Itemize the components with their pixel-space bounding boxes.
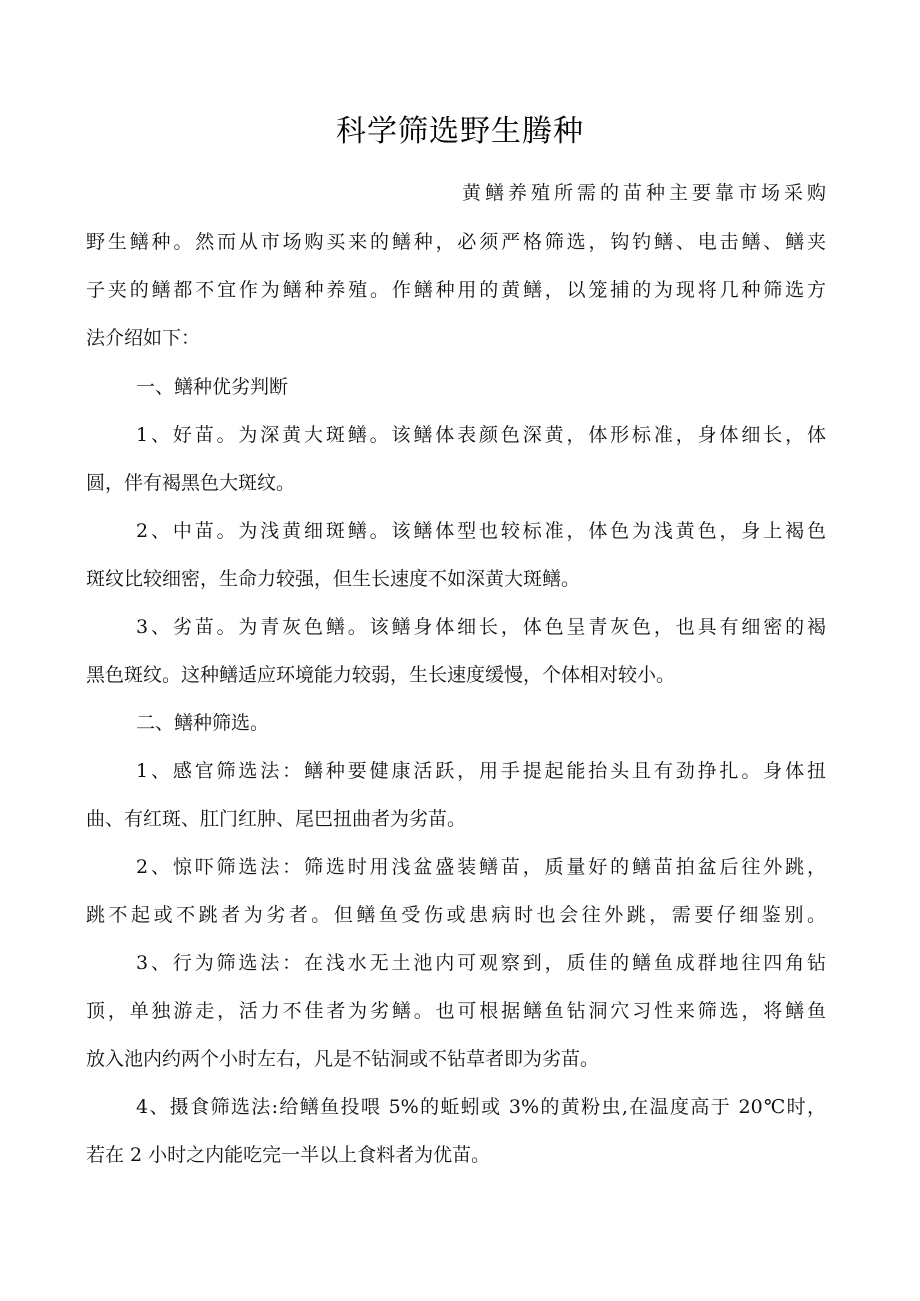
paragraph-line: 黄鳝养殖所需的苗种主要靠市场采购 bbox=[462, 182, 826, 204]
document-title: 科学筛选野生腾种 bbox=[336, 114, 584, 149]
paragraph-line: 1、好苗。为深黄大斑鳝。该鳝体表颜色深黄，体形标准，身体细长，体 bbox=[136, 424, 826, 446]
paragraph-line: 1、感官筛选法：鳝种要健康活跃，用手提起能抬头且有劲挣扎。身体扭 bbox=[136, 760, 826, 782]
paragraph-line: 2、惊吓筛选法：筛选时用浅盆盛装鳝苗，质量好的鳝苗拍盆后往外跳， bbox=[136, 856, 826, 878]
paragraph-line: 曲、有红斑、肛门红肿、尾巴扭曲者为劣苗。 bbox=[86, 808, 467, 830]
paragraph-line: 子夹的鳝都不宜作为鳝种养殖。作鳝种用的黄鳝，以笼捕的为现将几种筛选方 bbox=[86, 279, 826, 301]
section-heading: 一、鳝种优劣判断 bbox=[136, 376, 289, 398]
paragraph-line: 黑色斑纹。这种鳝适应环境能力较弱，生长速度缓慢，个体相对较小。 bbox=[86, 664, 676, 686]
paragraph-line: 法介绍如下： bbox=[86, 327, 201, 349]
section-heading: 二、鳝种筛选。 bbox=[136, 712, 270, 734]
paragraph-line: 顶，单独游走，活力不佳者为劣鳝。也可根据鳝鱼钻洞穴习性来筛选，将鳝鱼 bbox=[86, 1000, 826, 1022]
paragraph-line: 3、劣苗。为青灰色鳝。该鳝身体细长，体色呈青灰色，也具有细密的褐 bbox=[136, 616, 826, 638]
paragraph-line: 若在 2 小时之内能吃完一半以上食料者为优苗。 bbox=[86, 1144, 491, 1166]
paragraph-line: 圆，伴有褐黑色大斑纹。 bbox=[86, 472, 296, 494]
paragraph-line: 2、中苗。为浅黄细斑鳝。该鳝体型也较标准，体色为浅黄色，身上褐色 bbox=[136, 520, 826, 542]
paragraph-line: 斑纹比较细密，生命力较强，但生长速度不如深黄大斑鳝。 bbox=[86, 568, 581, 590]
paragraph-line: 放入池内约两个小时左右，凡是不钻洞或不钻草者即为劣苗。 bbox=[86, 1048, 600, 1070]
paragraph-line: 4、摄食筛选法:给鳝鱼投喂 5%的蚯蚓或 3%的黄粉虫,在温度高于 20℃时， bbox=[136, 1096, 826, 1118]
paragraph-line: 跳不起或不跳者为劣者。但鳝鱼受伤或患病时也会往外跳，需要仔细鉴别。 bbox=[86, 904, 826, 926]
paragraph-line: 野生鳝种。然而从市场购买来的鳝种，必须严格筛选，钩钓鳝、电击鳝、鳝夹 bbox=[86, 231, 826, 253]
paragraph-line: 3、行为筛选法：在浅水无土池内可观察到，质佳的鳝鱼成群地往四角钻 bbox=[136, 952, 826, 974]
